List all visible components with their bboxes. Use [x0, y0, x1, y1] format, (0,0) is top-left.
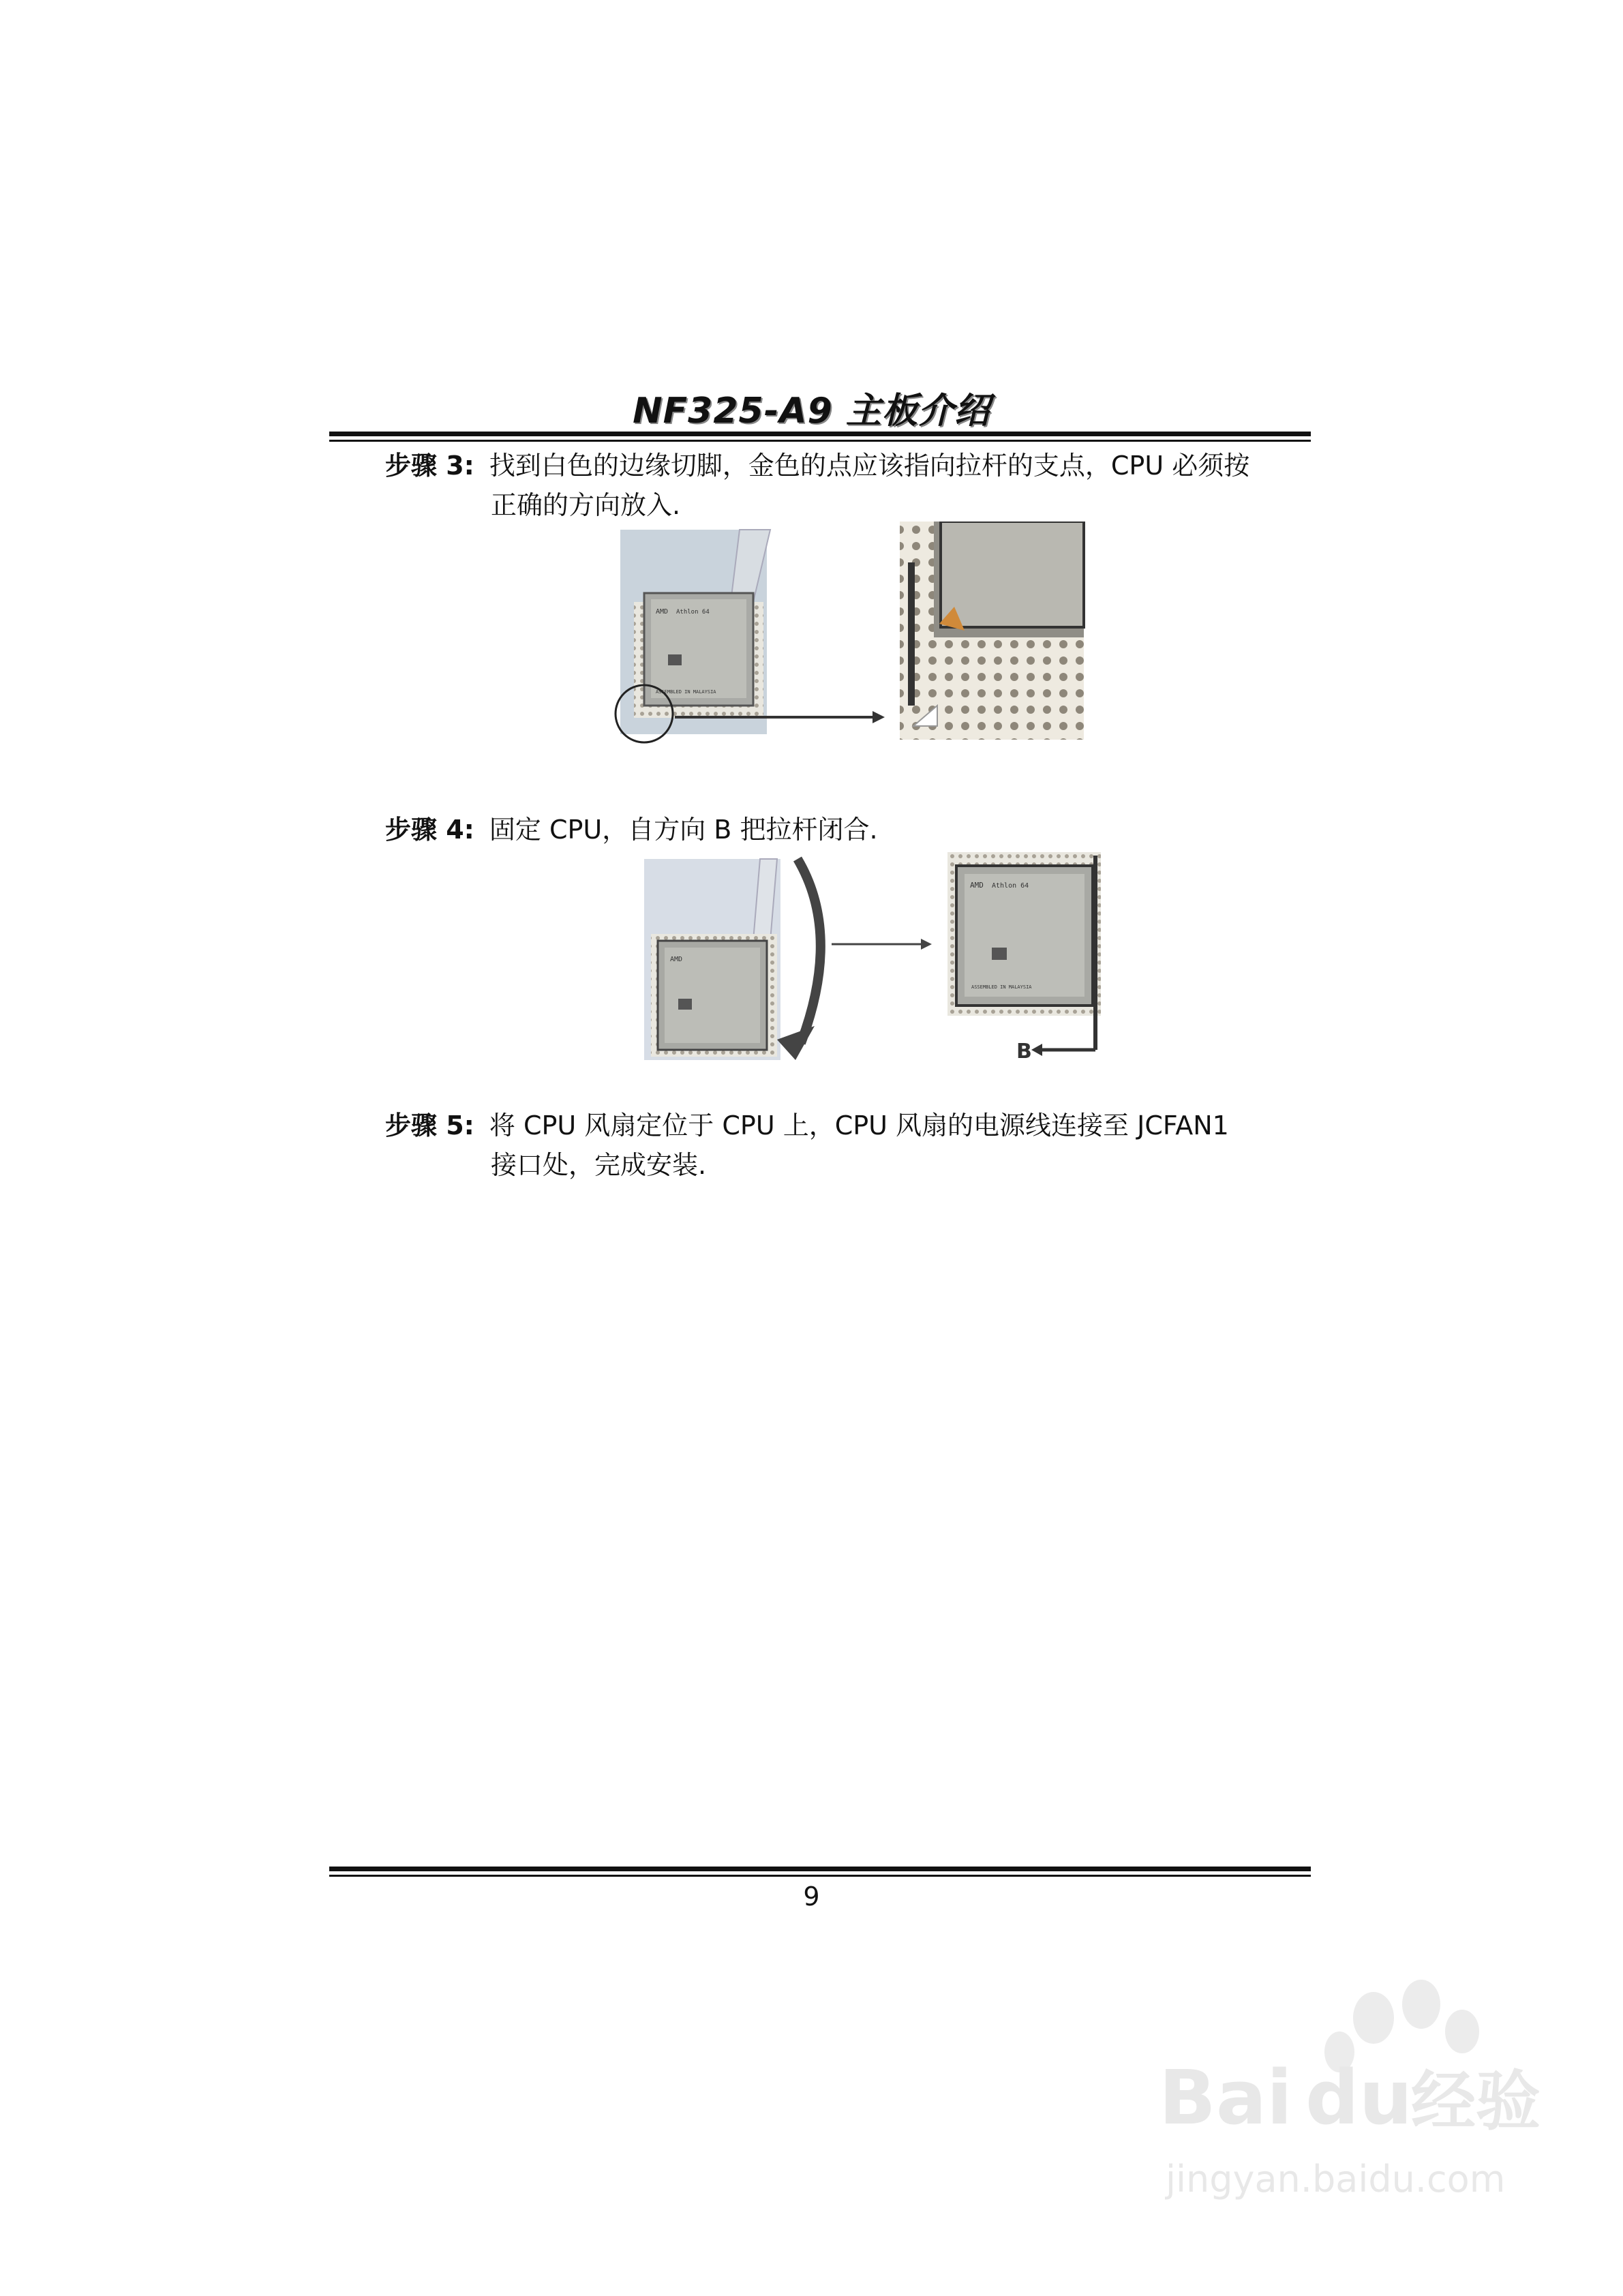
header-rule-thick [329, 432, 1311, 436]
cpu-model-label: Athlon 64 [676, 609, 710, 616]
photo-lever-open [644, 859, 780, 1060]
step-4 [385, 810, 1312, 849]
step-5-text-line2: 接口处，完成安装. [491, 1150, 707, 1180]
cpu-origin-label: ASSEMBLED IN MALAYSIA [656, 689, 716, 695]
cpu-brand-label-3: AMD [970, 881, 984, 890]
step-4-label: 步骤 4: [385, 815, 474, 845]
rotation-arrow-arc [798, 859, 821, 1043]
step-3-text-line1: 找到白色的边缘切脚，金色的点应该指向拉杆的支点，CPU 必须按 [489, 451, 1250, 481]
zoom-arrow-head [873, 711, 885, 723]
step-5 [385, 1106, 1312, 1185]
direction-b-label: B [1016, 1040, 1032, 1063]
cpu-brand-label-2: AMD [670, 956, 683, 963]
photo-lever-closed [947, 852, 1101, 1063]
watermark-du: du [1305, 2054, 1413, 2141]
photo-socket-corner-closeup [900, 522, 1084, 740]
figure-cpu-orientation [613, 522, 1091, 746]
step-5-text-line1: 将 CPU 风扇定位于 CPU 上，CPU 风扇的电源线连接至 JCFAN1 [489, 1111, 1229, 1141]
next-arrow-head [921, 939, 932, 950]
step-3-text-line2: 正确的方向放入. [491, 490, 681, 520]
baidu-watermark [1152, 1957, 1561, 2243]
photo-cpu-in-socket [616, 530, 770, 742]
footer-rule-thin [329, 1875, 1311, 1877]
rotation-arrow-head [777, 1026, 815, 1060]
step-3-label: 步骤 3: [385, 451, 474, 481]
watermark-bai: Bai [1159, 2054, 1292, 2141]
step-4-text-line1: 固定 CPU，自方向 B 把拉杆闭合. [489, 815, 878, 845]
header-rule-thin [329, 440, 1311, 442]
watermark-url: jingyan.baidu.com [1166, 2158, 1506, 2201]
page-header-title: NF325-A9 主板介绍 [633, 391, 990, 432]
cpu-brand-label: AMD [656, 608, 669, 616]
cpu-model-label-3: Athlon 64 [992, 882, 1029, 890]
footer-rule-thick [329, 1867, 1311, 1871]
watermark-jingyan: 经验 [1411, 2064, 1541, 2139]
step-5-label: 步骤 5: [385, 1111, 474, 1141]
step-3 [385, 446, 1312, 525]
page-number: 9 [803, 1882, 820, 1912]
figure-close-lever [637, 852, 1108, 1070]
cpu-origin-label-3: ASSEMBLED IN MALAYSIA [971, 984, 1032, 990]
